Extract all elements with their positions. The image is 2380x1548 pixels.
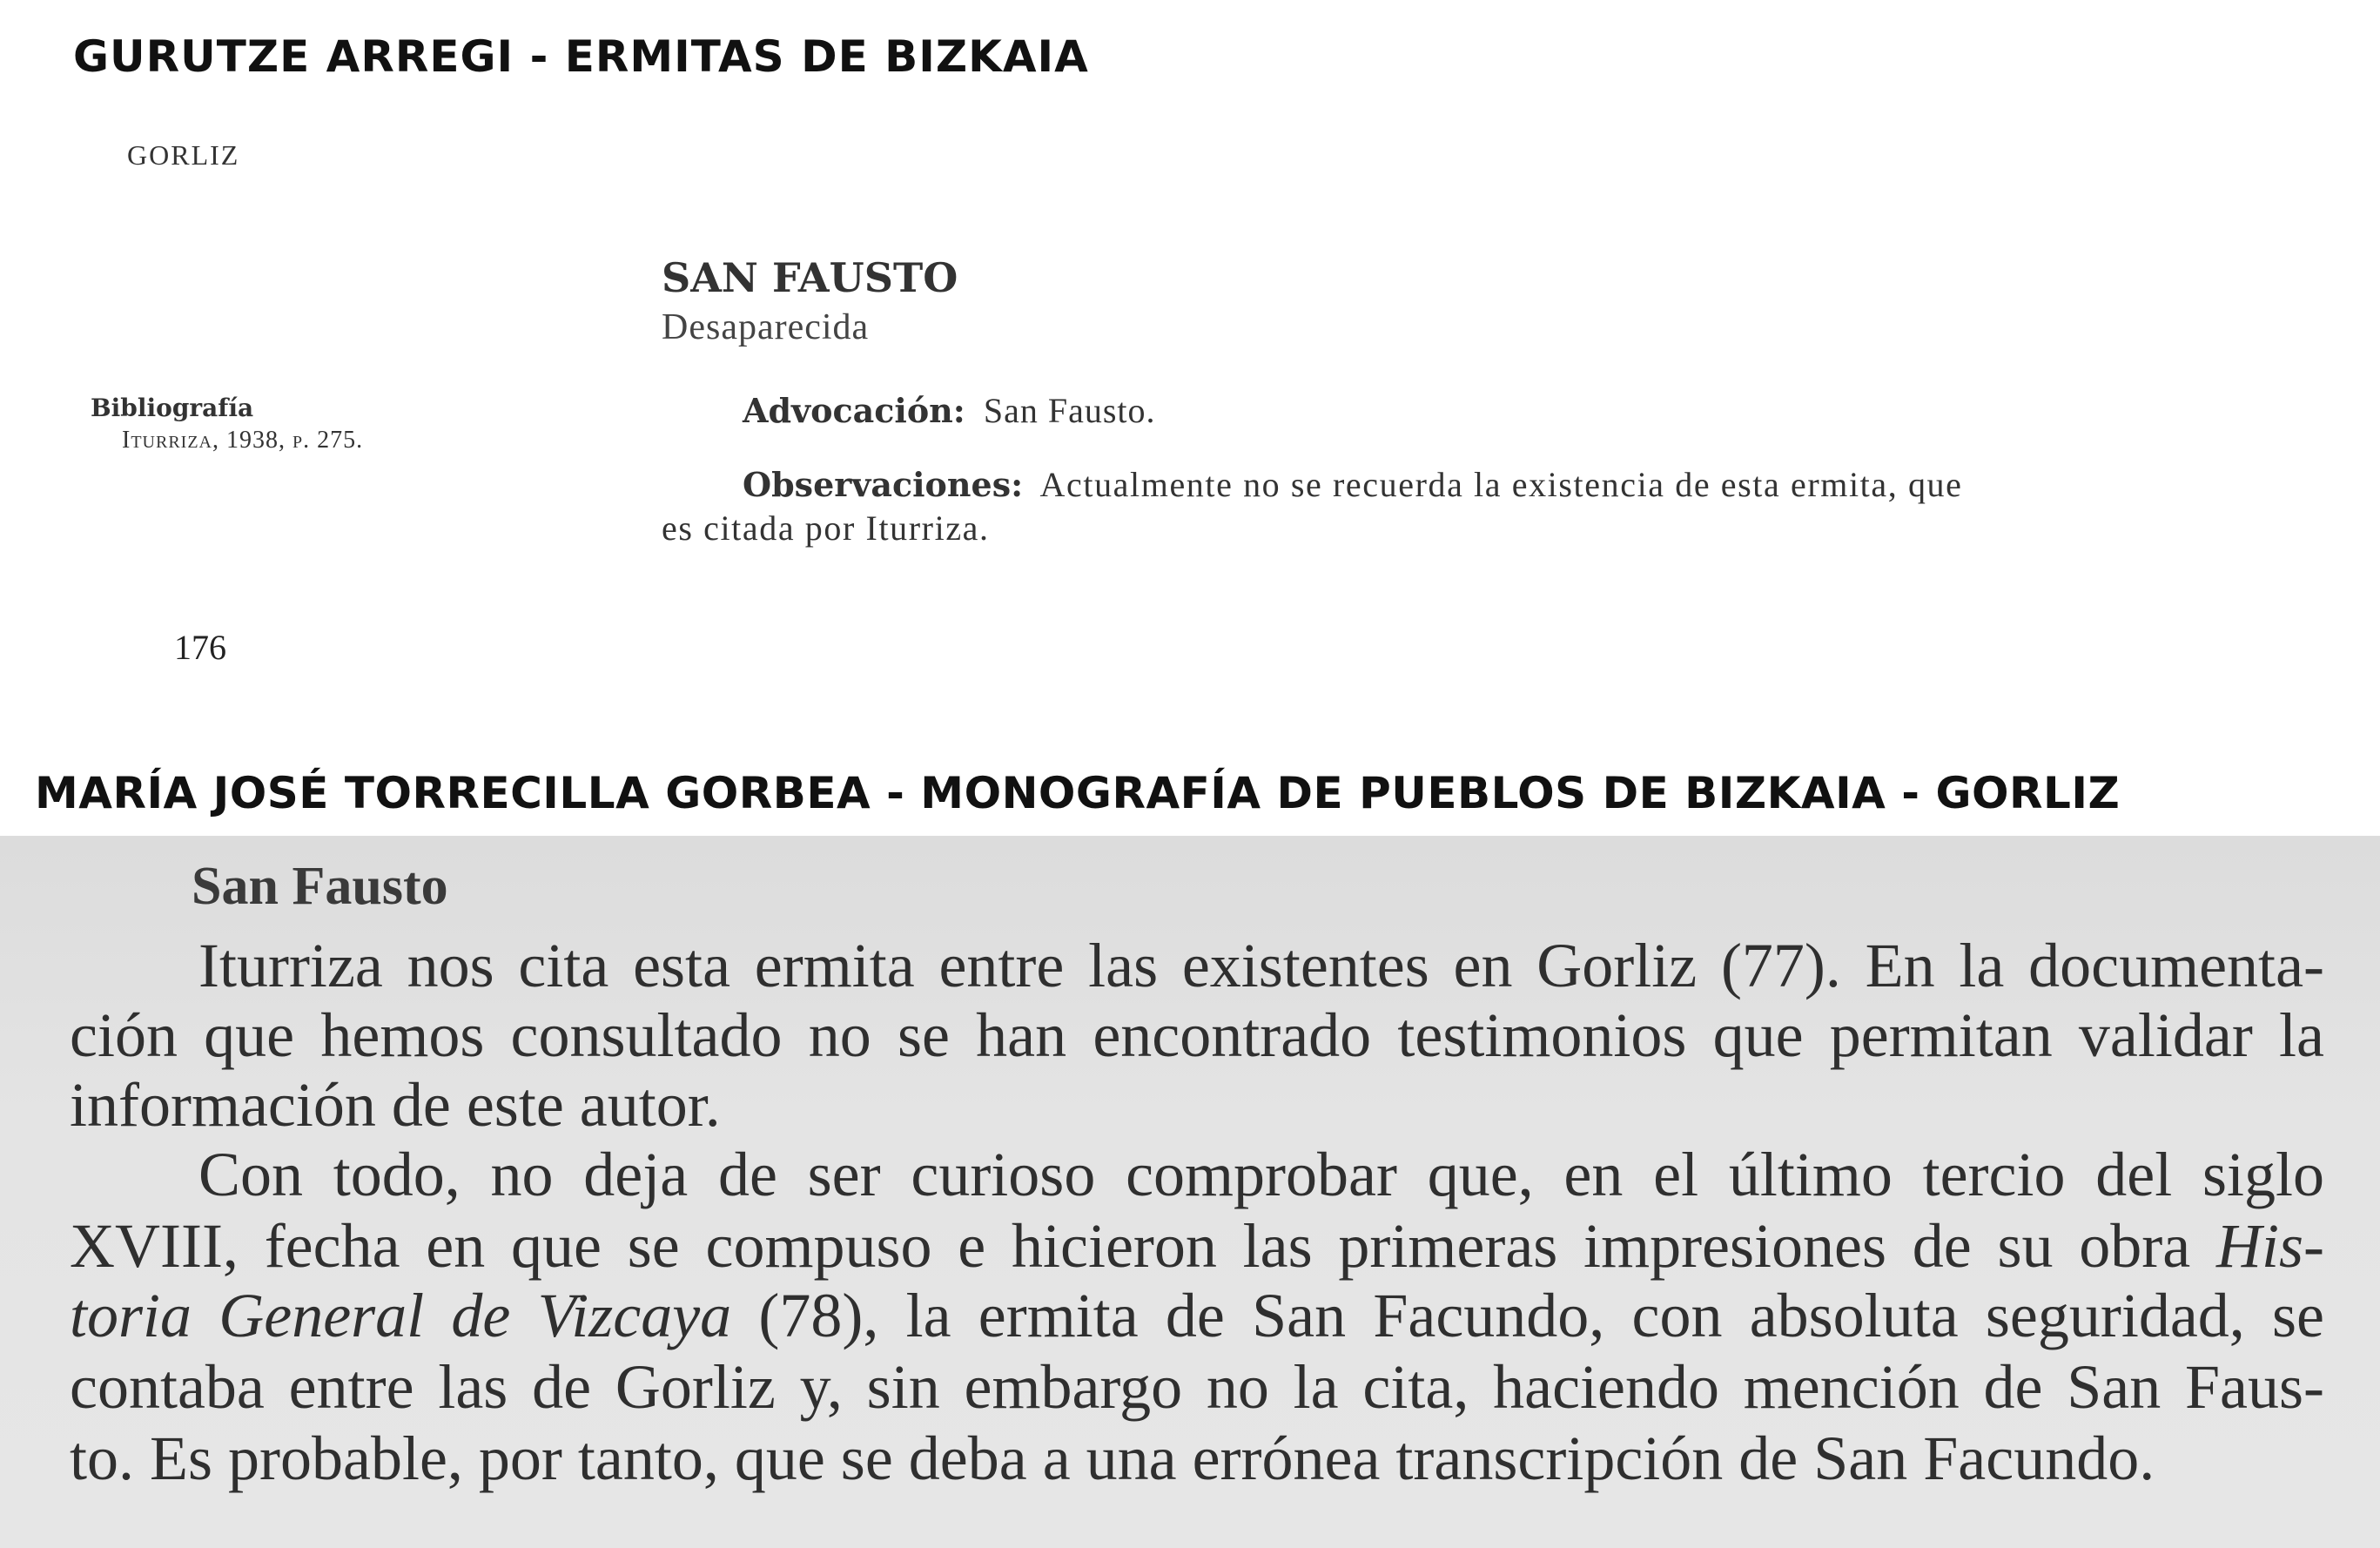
scan-text-line bbox=[70, 1280, 2324, 1352]
scan-text-line: contaba entre las de Gorliz y, sin embargo no la cita, haciendo mención de San Faus- bbox=[70, 1352, 2324, 1422]
scan-text-line: to. Es probable, por tanto, que se deba a una errónea transcripción de San Facundo. bbox=[70, 1423, 2155, 1493]
scan-text-line: Iturriza nos cita esta ermita entre las existentes en Gorliz (77). En la documenta- bbox=[198, 931, 2324, 1000]
advocacion-row bbox=[743, 390, 1156, 431]
scan-text-line: Con todo, no deja de ser curioso comprobar que, en el último tercio del siglo bbox=[198, 1140, 2324, 1209]
running-head: GORLIZ bbox=[127, 139, 240, 171]
scan-text-segment: XVIII, fecha en que se compuso e hicieron las primeras impresiones de su obra bbox=[70, 1211, 2191, 1281]
observaciones-text: Actualmente no se recuerda la existencia de esta ermita, que es citada por Iturriza. bbox=[662, 465, 1963, 548]
scan-italic-segment: His- bbox=[2216, 1211, 2325, 1281]
scan-text-line: información de este autor. bbox=[70, 1070, 721, 1140]
scan-text-segment: (78), la ermita de San Facundo, con absoluta seguridad, se bbox=[758, 1281, 2324, 1350]
observaciones-label: Observaciones: bbox=[743, 465, 1024, 504]
scan-section-title: San Fausto bbox=[192, 857, 448, 916]
scan-text-line: ción que hemos consultado no se han encontrado testimonios que permitan validar la bbox=[70, 1000, 2324, 1070]
scan-italic-segment: toria General de Vizcaya bbox=[70, 1281, 732, 1350]
document-heading-arregi: GURUTZE ARREGI - ERMITAS DE BIZKAIA bbox=[73, 31, 1089, 82]
document-heading-torrecilla: MARÍA JOSÉ TORRECILLA GORBEA - MONOGRAFÍA DE PUEBLOS DE BIZKAIA - GORLIZ bbox=[35, 768, 2121, 818]
observaciones-paragraph bbox=[662, 463, 1967, 550]
bibliography-label: Bibliografía bbox=[91, 394, 254, 422]
scan-text-line bbox=[70, 1210, 2324, 1282]
advocacion-label: Advocación: bbox=[743, 391, 965, 430]
advocacion-value: San Fausto. bbox=[983, 391, 1156, 430]
bibliography-reference: Iturriza, 1938, p. 275. bbox=[122, 427, 364, 454]
entry-title: SAN FAUSTO bbox=[662, 254, 958, 301]
page-number: 176 bbox=[174, 628, 226, 667]
entry-status: Desaparecida bbox=[662, 307, 870, 347]
